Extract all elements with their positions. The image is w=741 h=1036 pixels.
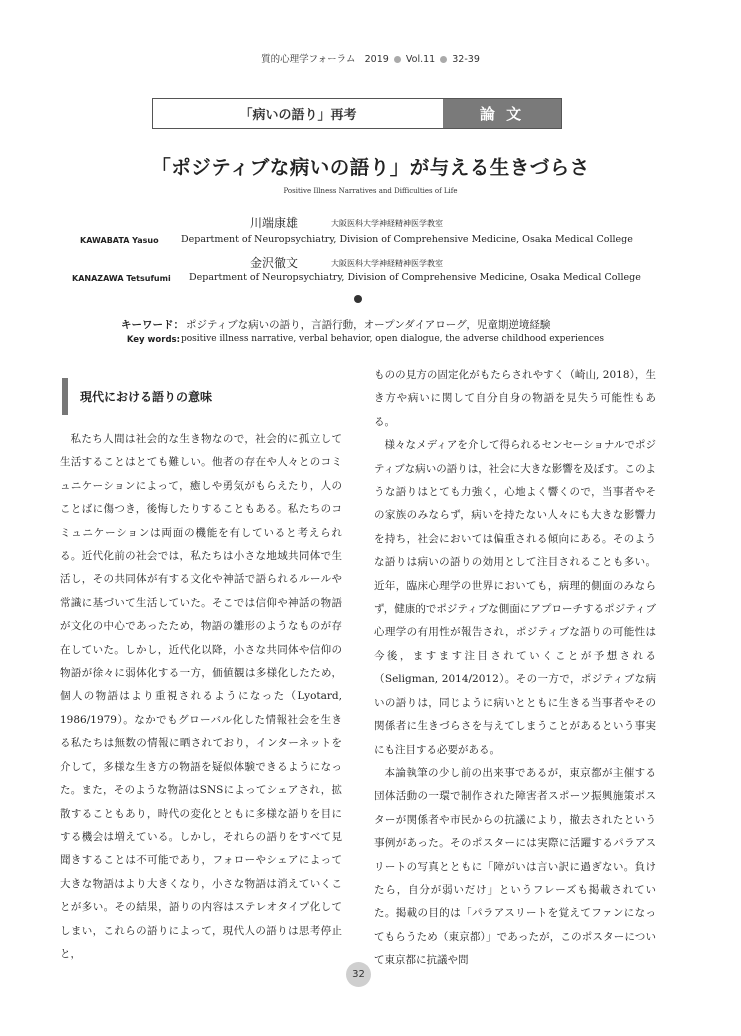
journal-year: 2019: [364, 54, 389, 65]
journal-pages: 32-39: [452, 54, 480, 65]
section-heading: 現代における語りの意味: [62, 378, 212, 415]
author-affiliation-jp: 大阪医科大学神経精神医学教室: [331, 219, 443, 228]
author-name-jp: 川端康雄: [250, 216, 299, 230]
author-name-en: KAWABATA Yasuo: [80, 236, 159, 245]
author-affiliation-en: Department of Neuropsychiatry, Division of Comprehensive Medicine, Osaka Medical College: [189, 272, 641, 283]
divider-bullet: [354, 295, 362, 303]
separator-dot-icon: [440, 56, 447, 63]
author-name-jp: 金沢徹文: [250, 256, 299, 270]
paragraph: ものの見方の固定化がもたらされやすく（崎山, 2018），生き方や病いに関して自分自身の物語を見失う可能性もある。: [374, 369, 656, 428]
journal-name: 質的心理学フォーラム: [261, 54, 356, 65]
article-banner: [152, 98, 562, 129]
series-title: 「病いの語り」再考: [239, 108, 357, 123]
author-affiliation-en: Department of Neuropsychiatry, Division of Comprehensive Medicine, Osaka Medical College: [181, 234, 633, 245]
article-subtitle: Positive Illness Narratives and Difficulties of Life: [283, 187, 458, 195]
keywords-jp: ポジティブな病いの語り，言語行動，オープンダイアローグ，児童期逆境経験: [186, 319, 551, 331]
author-name-en: KANAZAWA Tetsufumi: [72, 274, 171, 283]
body-column-left: [60, 428, 342, 966]
paragraph: 私たち人間は社会的な生き物なので，社会的に孤立して生活することはとても難しい。他者の存在や人々とのコミュニケーションによって，癒しや勇気がもらえたり，人のことばに傷つき，後悔したりすることもある。私たちのコミュニケーションは両面の機能を有していると考えられる。近代化前の社会では，私たちは小さな地域共同体で生活し，その共同体が有する文化や神話で語られるルールや常識に基づいて生活していた。そこでは信仰や神話の物語が文化の中心であったため，物語の雛形のようなものが存在していた。しかし，近代化以降，小さな共同体や信仰の物語が徐々に弱体化する一方，価値観は多様化したため，個人の物語はより重視されるようになった（Lyotard, 1986/1979）。なかでもグローバル化した情報社会を生きる私たちは無数の情報に晒されており，インターネットを介して，多様な生き方の物語を疑似体験できるようになった。また，そのような物語はSNSによってシェアされ，拡散することもあり，時代の変化とともに多様な語りを目にする機会は増えている。しかし，それらの語りをすべて見聞きすることは不可能であり，フォローやシェアによって大きな物語はより大きくなり，小さな物語は消えていくことが多い。その結果，語りの内容はステレオタイプ化してしまい，これらの語りによって，現代人の語りは思考停止と，: [60, 433, 342, 960]
keywords-label-jp: キーワード：: [121, 319, 184, 331]
body-column-right: [374, 364, 656, 973]
keywords-label-en: Key words:: [126, 335, 180, 345]
author-affiliation-jp: 大阪医科大学神経精神医学教室: [331, 259, 443, 268]
article-category: 論 文: [443, 99, 561, 128]
paragraph: 様々なメディアを介して得られるセンセーショナルでポジティブな病いの語りは，社会に大きな影響を及ぼす。このような語りはとても力強く，心地よく響くので，当事者やその家族のみならず，病いを持たない人々にも大きな影響力を持ち，社会においては偏重される傾向にある。そのような語りは病いの語りの効用として注目されることも多い。近年，臨床心理学の世界においても，病理的側面のみならず，健康的でポジティブな側面にアプローチするポジティブ心理学の有用性が報告され，ポジティブな語りの可能性は今後，ますます注目されていくことが予想される（Seligman, 2014/2012）。その一方で，ポジティブな病いの語りは，同じように病いとともに生きる当事者やその関係者に生きづらさを与えてしまうことがあるという事実にも注目する必要がある。: [374, 439, 656, 756]
paragraph: 本論執筆の少し前の出来事であるが，東京都が主催する団体活動の一環で制作された障害者スポーツ振興施策ポスターが関係者や市民からの抗議により，撤去されたという事例があった。そのポスターには実際に活躍するパラアスリートの写真とともに「障がいは言い訳に過ぎない。負けたら，自分が弱いだけ」というフレーズも掲載されていた。掲載の目的は「パラアスリートを覚えてファンになってもらうため（東京都）」であったが，このポスターについて東京都に抗議や問: [374, 766, 656, 967]
running-header: [0, 51, 741, 65]
keywords-en: positive illness narrative, verbal behavior, open dialogue, the adverse childhood experiences: [181, 334, 605, 344]
journal-volume: Vol.11: [405, 54, 436, 65]
separator-dot-icon: [394, 56, 401, 63]
page-number: 32: [346, 962, 371, 987]
article-title: 「ポジティブな病いの語り」が与える生きづらさ: [151, 156, 590, 179]
